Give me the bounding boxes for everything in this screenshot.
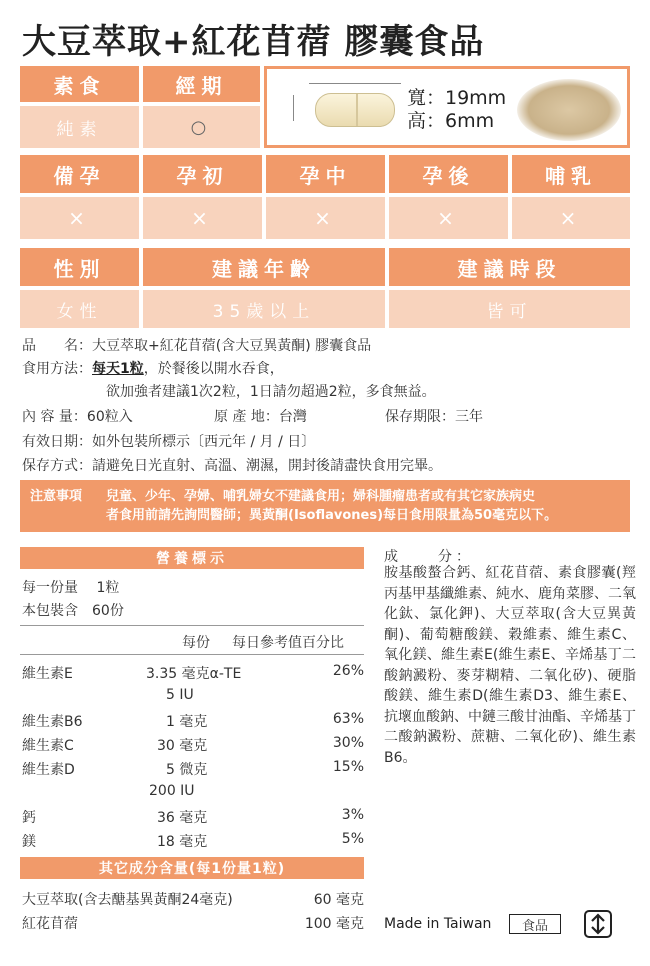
product-title: 大豆萃取+紅花苜蓿 膠囊食品 — [22, 22, 485, 62]
notice-box — [20, 480, 630, 532]
nutrition-title: 營養標示 — [20, 547, 364, 569]
nutrient-amount: 5 微克 — [166, 762, 208, 778]
dimension-line — [309, 83, 401, 84]
other-ingredient-name: 大豆萃取(含去醣基異黃酮24毫克) — [22, 892, 233, 908]
nutrient-amount: 5 IU — [166, 687, 194, 703]
serving-size: 每一份量 1粒 — [22, 580, 120, 596]
pregnancy-header: 孕中 — [266, 155, 385, 193]
info-storage: 保存方式：請避免日光直射、高溫、潮濕，開封後請盡快食用完畢。 — [22, 458, 442, 474]
notice-line1: 兒童、少年、孕婦、哺乳婦女不建議食用；婦科腫瘤患者或有其它家族病史 — [106, 489, 536, 504]
nutrient-dv: 5% — [341, 831, 364, 847]
cycle-header: 經期 — [143, 66, 260, 102]
info-name: 品 名：大豆萃取+紅花苜蓿(含大豆異黃酮) 膠囊食品 — [22, 338, 372, 354]
nutrient-name: 鎂 — [22, 834, 36, 850]
made-in-label: Made in Taiwan — [384, 916, 492, 932]
col-per-serving: 每份 — [182, 635, 210, 651]
other-ingredient-amount: 100 毫克 — [304, 916, 364, 932]
nutrient-amount: 200 IU — [149, 783, 195, 799]
capsule-icon — [315, 93, 395, 127]
diet-header: 素食 — [20, 66, 139, 102]
capsule-dimensions — [407, 87, 506, 133]
pregnancy-header: 備孕 — [20, 155, 139, 193]
notice-label: 注意事項 — [30, 489, 83, 504]
age-header: 建議年齡 — [143, 248, 385, 286]
nutrient-amount: 1 毫克 — [166, 714, 208, 730]
other-ingredient-amount: 60 毫克 — [313, 892, 364, 908]
ingredients-text: 胺基酸螯合鈣、紅花苜蓿、素食膠囊(羥丙基甲基纖維素、純水、鹿角菜膠、二氧化鈦、氯化鉀)、大豆萃取(含大豆異黃酮)、葡萄糖酸鎂、穀維素、維生素C、氧化鎂、維生素E(維生素E、辛烯基丁二酸鈉澱粉、麥芽糊精、二氧化矽)、硬脂酸鎂、維生素D(維生素D3、維生素E、抗壞血酸鈉、中鏈三酸甘油酯、辛烯基丁二酸鈉澱粉、蔗糖、二氧化矽)、維生素B6。 — [384, 565, 636, 766]
capsule-height: 高：6mm — [407, 110, 495, 132]
divider — [20, 654, 364, 655]
col-daily-value: 每日參考值百分比 — [232, 635, 344, 651]
info-usage-line2: 欲加強者建議1次2粒，1日請勿超過2粒，多食無益。 — [106, 384, 436, 400]
info-origin: 原 產 地：台灣 — [214, 409, 307, 425]
capsule-width: 寬：19mm — [407, 87, 507, 109]
nutrient-name: 維生素C — [22, 738, 74, 754]
pregnancy-header: 孕後 — [389, 155, 508, 193]
dimension-line — [293, 95, 294, 121]
other-ingredient-name: 紅花苜蓿 — [22, 916, 78, 932]
pregnancy-header: 哺乳 — [512, 155, 630, 193]
info-usage: 食用方法：每天1粒，於餐後以開水吞食， — [22, 361, 284, 377]
info-expiry: 有效日期：如外包裝所標示〔西元年 / 月 / 日〕 — [22, 434, 316, 450]
gender-header: 性別 — [20, 248, 139, 286]
pregnancy-value: × — [266, 197, 385, 239]
nutrient-dv: 3% — [341, 807, 364, 823]
other-ingredients-title: 其它成分含量(每1份量1粒) — [20, 857, 364, 879]
nutrient-dv: 15% — [332, 759, 364, 775]
time-header: 建議時段 — [389, 248, 630, 286]
pregnancy-header: 孕初 — [143, 155, 262, 193]
recycle-icon — [584, 910, 612, 938]
time-value: 皆可 — [389, 290, 630, 328]
nutrient-dv: 30% — [332, 735, 364, 751]
nutrient-amount: 3.35 毫克α-TE — [146, 666, 242, 682]
nutrient-name: 維生素B6 — [22, 714, 83, 730]
ingredients-label: 成 分： — [384, 549, 474, 565]
pregnancy-value: × — [20, 197, 139, 239]
capsule-image-panel — [264, 66, 630, 148]
servings-per-pack: 本包裝含 60份 — [22, 603, 124, 619]
nutrient-name: 維生素E — [22, 666, 73, 682]
nutrient-name: 維生素D — [22, 762, 75, 778]
age-value: 35歲以上 — [143, 290, 385, 328]
nutrient-amount: 36 毫克 — [157, 810, 208, 826]
info-content: 內 容 量：60粒入 — [22, 409, 133, 425]
nutrient-amount: 18 毫克 — [157, 834, 208, 850]
nutrient-amount: 30 毫克 — [157, 738, 208, 754]
diet-value: 純素 — [20, 106, 139, 148]
divider — [20, 625, 364, 626]
pregnancy-value: × — [512, 197, 630, 239]
nutrient-dv: 26% — [332, 663, 364, 679]
pregnancy-value: × — [143, 197, 262, 239]
info-shelf-life: 保存期限：三年 — [385, 409, 483, 425]
cycle-value: ○ — [143, 106, 260, 148]
food-badge: 食品 — [509, 914, 561, 934]
powder-image — [517, 79, 621, 141]
pregnancy-value: × — [389, 197, 508, 239]
notice-line2: 者食用前請先詢問醫師；異黃酮(Isoflavones)每日食用限量為50毫克以下。 — [106, 508, 558, 523]
nutrient-name: 鈣 — [22, 810, 36, 826]
gender-value: 女性 — [20, 290, 139, 328]
nutrient-dv: 63% — [332, 711, 364, 727]
